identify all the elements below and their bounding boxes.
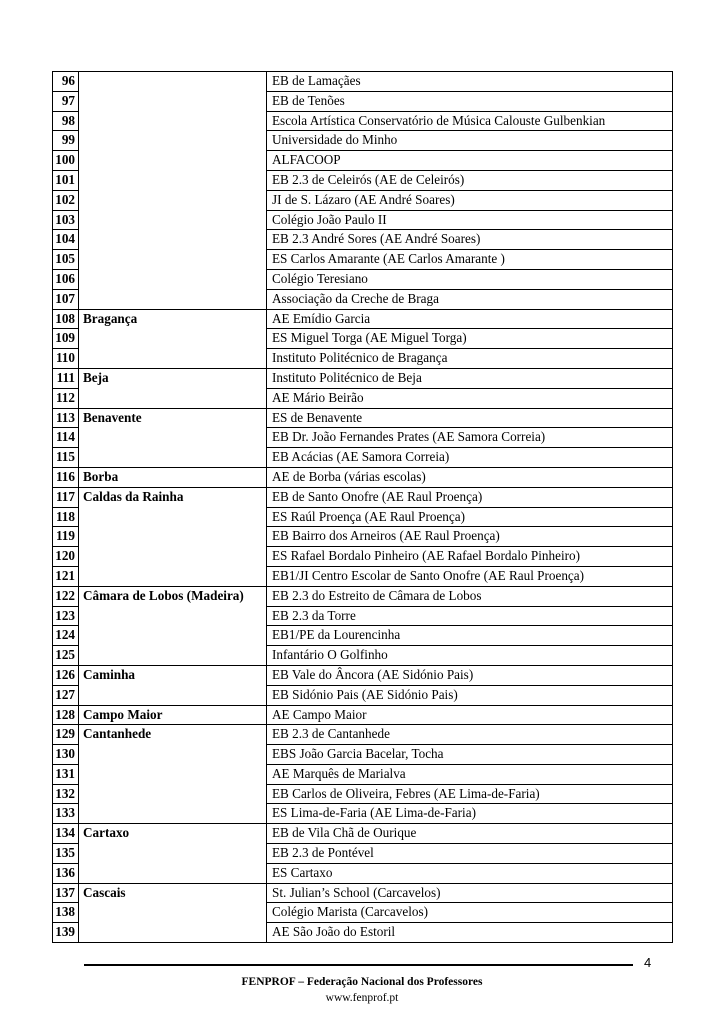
table-row	[53, 309, 673, 329]
school-cell: EB 2.3 de Pontével	[267, 844, 673, 864]
row-number: 138	[53, 903, 79, 923]
row-number: 139	[53, 923, 79, 943]
schools-table-body	[53, 72, 673, 943]
school-cell: EB Dr. João Fernandes Prates (AE Samora Correia)	[267, 428, 673, 448]
school-cell: EB Acácias (AE Samora Correia)	[267, 448, 673, 468]
school-cell: Colégio Marista (Carcavelos)	[267, 903, 673, 923]
school-cell: AE de Borba (várias escolas)	[267, 467, 673, 487]
school-cell: EBS João Garcia Bacelar, Tocha	[267, 745, 673, 765]
school-cell: EB de Vila Chã de Ourique	[267, 824, 673, 844]
school-cell: EB1/JI Centro Escolar de Santo Onofre (AE Raul Proença)	[267, 566, 673, 586]
school-cell: EB 2.3 de Celeirós (AE de Celeirós)	[267, 170, 673, 190]
row-number: 108	[53, 309, 79, 329]
school-cell: ES Cartaxo	[267, 863, 673, 883]
municipality-cell: Campo Maior	[79, 705, 267, 725]
row-number: 110	[53, 349, 79, 369]
table-row	[53, 368, 673, 388]
school-cell: JI de S. Lázaro (AE André Soares)	[267, 190, 673, 210]
school-cell: ES Lima-de-Faria (AE Lima-de-Faria)	[267, 804, 673, 824]
school-cell: ALFACOOP	[267, 151, 673, 171]
school-cell: ES Miguel Torga (AE Miguel Torga)	[267, 329, 673, 349]
table-row	[53, 487, 673, 507]
municipality-cell: Beja	[79, 368, 267, 408]
row-number: 123	[53, 606, 79, 626]
table-row	[53, 467, 673, 487]
row-number: 127	[53, 685, 79, 705]
row-number: 133	[53, 804, 79, 824]
school-cell: EB 2.3 de Cantanhede	[267, 725, 673, 745]
table-row	[53, 72, 673, 92]
school-cell: EB Vale do Âncora (AE Sidónio Pais)	[267, 665, 673, 685]
school-cell: ES Carlos Amarante (AE Carlos Amarante )	[267, 250, 673, 270]
school-cell: Universidade do Minho	[267, 131, 673, 151]
row-number: 109	[53, 329, 79, 349]
row-number: 137	[53, 883, 79, 903]
table-row	[53, 705, 673, 725]
row-number: 116	[53, 467, 79, 487]
schools-table	[52, 71, 673, 943]
school-cell: ES de Benavente	[267, 408, 673, 428]
table-row	[53, 586, 673, 606]
school-cell: EB Sidónio Pais (AE Sidónio Pais)	[267, 685, 673, 705]
table-row	[53, 824, 673, 844]
row-number: 122	[53, 586, 79, 606]
row-number: 136	[53, 863, 79, 883]
table-row	[53, 665, 673, 685]
row-number: 134	[53, 824, 79, 844]
school-cell: Colégio Teresiano	[267, 269, 673, 289]
row-number: 115	[53, 448, 79, 468]
row-number: 130	[53, 745, 79, 765]
row-number: 126	[53, 665, 79, 685]
table-row	[53, 408, 673, 428]
row-number: 104	[53, 230, 79, 250]
school-cell: Associação da Creche de Braga	[267, 289, 673, 309]
school-cell: AE São João do Estoril	[267, 923, 673, 943]
municipality-cell: Câmara de Lobos (Madeira)	[79, 586, 267, 665]
school-cell: EB1/PE da Lourencinha	[267, 626, 673, 646]
page-number: 4	[644, 955, 652, 970]
row-number: 132	[53, 784, 79, 804]
footer-website: www.fenprof.pt	[325, 992, 399, 1004]
row-number: 114	[53, 428, 79, 448]
school-cell: EB Bairro dos Arneiros (AE Raul Proença)	[267, 527, 673, 547]
row-number: 129	[53, 725, 79, 745]
municipality-cell: Bragança	[79, 309, 267, 368]
municipality-cell: Benavente	[79, 408, 267, 467]
row-number: 112	[53, 388, 79, 408]
row-number: 101	[53, 170, 79, 190]
school-cell: Instituto Politécnico de Beja	[267, 368, 673, 388]
row-number: 113	[53, 408, 79, 428]
school-cell: Colégio João Paulo II	[267, 210, 673, 230]
row-number: 98	[53, 111, 79, 131]
row-number: 131	[53, 764, 79, 784]
school-cell: EB 2.3 André Sores (AE André Soares)	[267, 230, 673, 250]
school-cell: EB Carlos de Oliveira, Febres (AE Lima-de-Faria)	[267, 784, 673, 804]
school-cell: Escola Artística Conservatório de Música Calouste Gulbenkian	[267, 111, 673, 131]
school-cell: EB de Lamaçães	[267, 72, 673, 92]
school-cell: EB de Santo Onofre (AE Raul Proença)	[267, 487, 673, 507]
school-cell: EB 2.3 da Torre	[267, 606, 673, 626]
municipality-cell	[79, 72, 267, 310]
municipality-cell: Caminha	[79, 665, 267, 705]
school-cell: AE Emídio Garcia	[267, 309, 673, 329]
row-number: 97	[53, 91, 79, 111]
row-number: 118	[53, 507, 79, 527]
municipality-cell: Cantanhede	[79, 725, 267, 824]
row-number: 102	[53, 190, 79, 210]
row-number: 125	[53, 646, 79, 666]
municipality-cell: Caldas da Rainha	[79, 487, 267, 586]
school-cell: Instituto Politécnico de Bragança	[267, 349, 673, 369]
school-cell: Infantário O Golfinho	[267, 646, 673, 666]
row-number: 100	[53, 151, 79, 171]
row-number: 99	[53, 131, 79, 151]
school-cell: ES Raúl Proença (AE Raul Proença)	[267, 507, 673, 527]
school-cell: EB 2.3 do Estreito de Câmara de Lobos	[267, 586, 673, 606]
row-number: 124	[53, 626, 79, 646]
table-row	[53, 883, 673, 903]
municipality-cell: Cartaxo	[79, 824, 267, 883]
row-number: 119	[53, 527, 79, 547]
school-cell: ES Rafael Bordalo Pinheiro (AE Rafael Bordalo Pinheiro)	[267, 547, 673, 567]
municipality-cell: Cascais	[79, 883, 267, 942]
row-number: 111	[53, 368, 79, 388]
row-number: 135	[53, 844, 79, 864]
row-number: 107	[53, 289, 79, 309]
row-number: 105	[53, 250, 79, 270]
row-number: 121	[53, 566, 79, 586]
school-cell: EB de Tenões	[267, 91, 673, 111]
footer-organization: FENPROF – Federação Nacional dos Professores	[241, 976, 483, 988]
school-cell: St. Julian’s School (Carcavelos)	[267, 883, 673, 903]
row-number: 128	[53, 705, 79, 725]
footer-divider	[84, 964, 633, 966]
row-number: 103	[53, 210, 79, 230]
school-cell: AE Campo Maior	[267, 705, 673, 725]
row-number: 117	[53, 487, 79, 507]
municipality-cell: Borba	[79, 467, 267, 487]
school-cell: AE Marquês de Marialva	[267, 764, 673, 784]
table-row	[53, 725, 673, 745]
row-number: 120	[53, 547, 79, 567]
row-number: 106	[53, 269, 79, 289]
row-number: 96	[53, 72, 79, 92]
school-cell: AE Mário Beirão	[267, 388, 673, 408]
